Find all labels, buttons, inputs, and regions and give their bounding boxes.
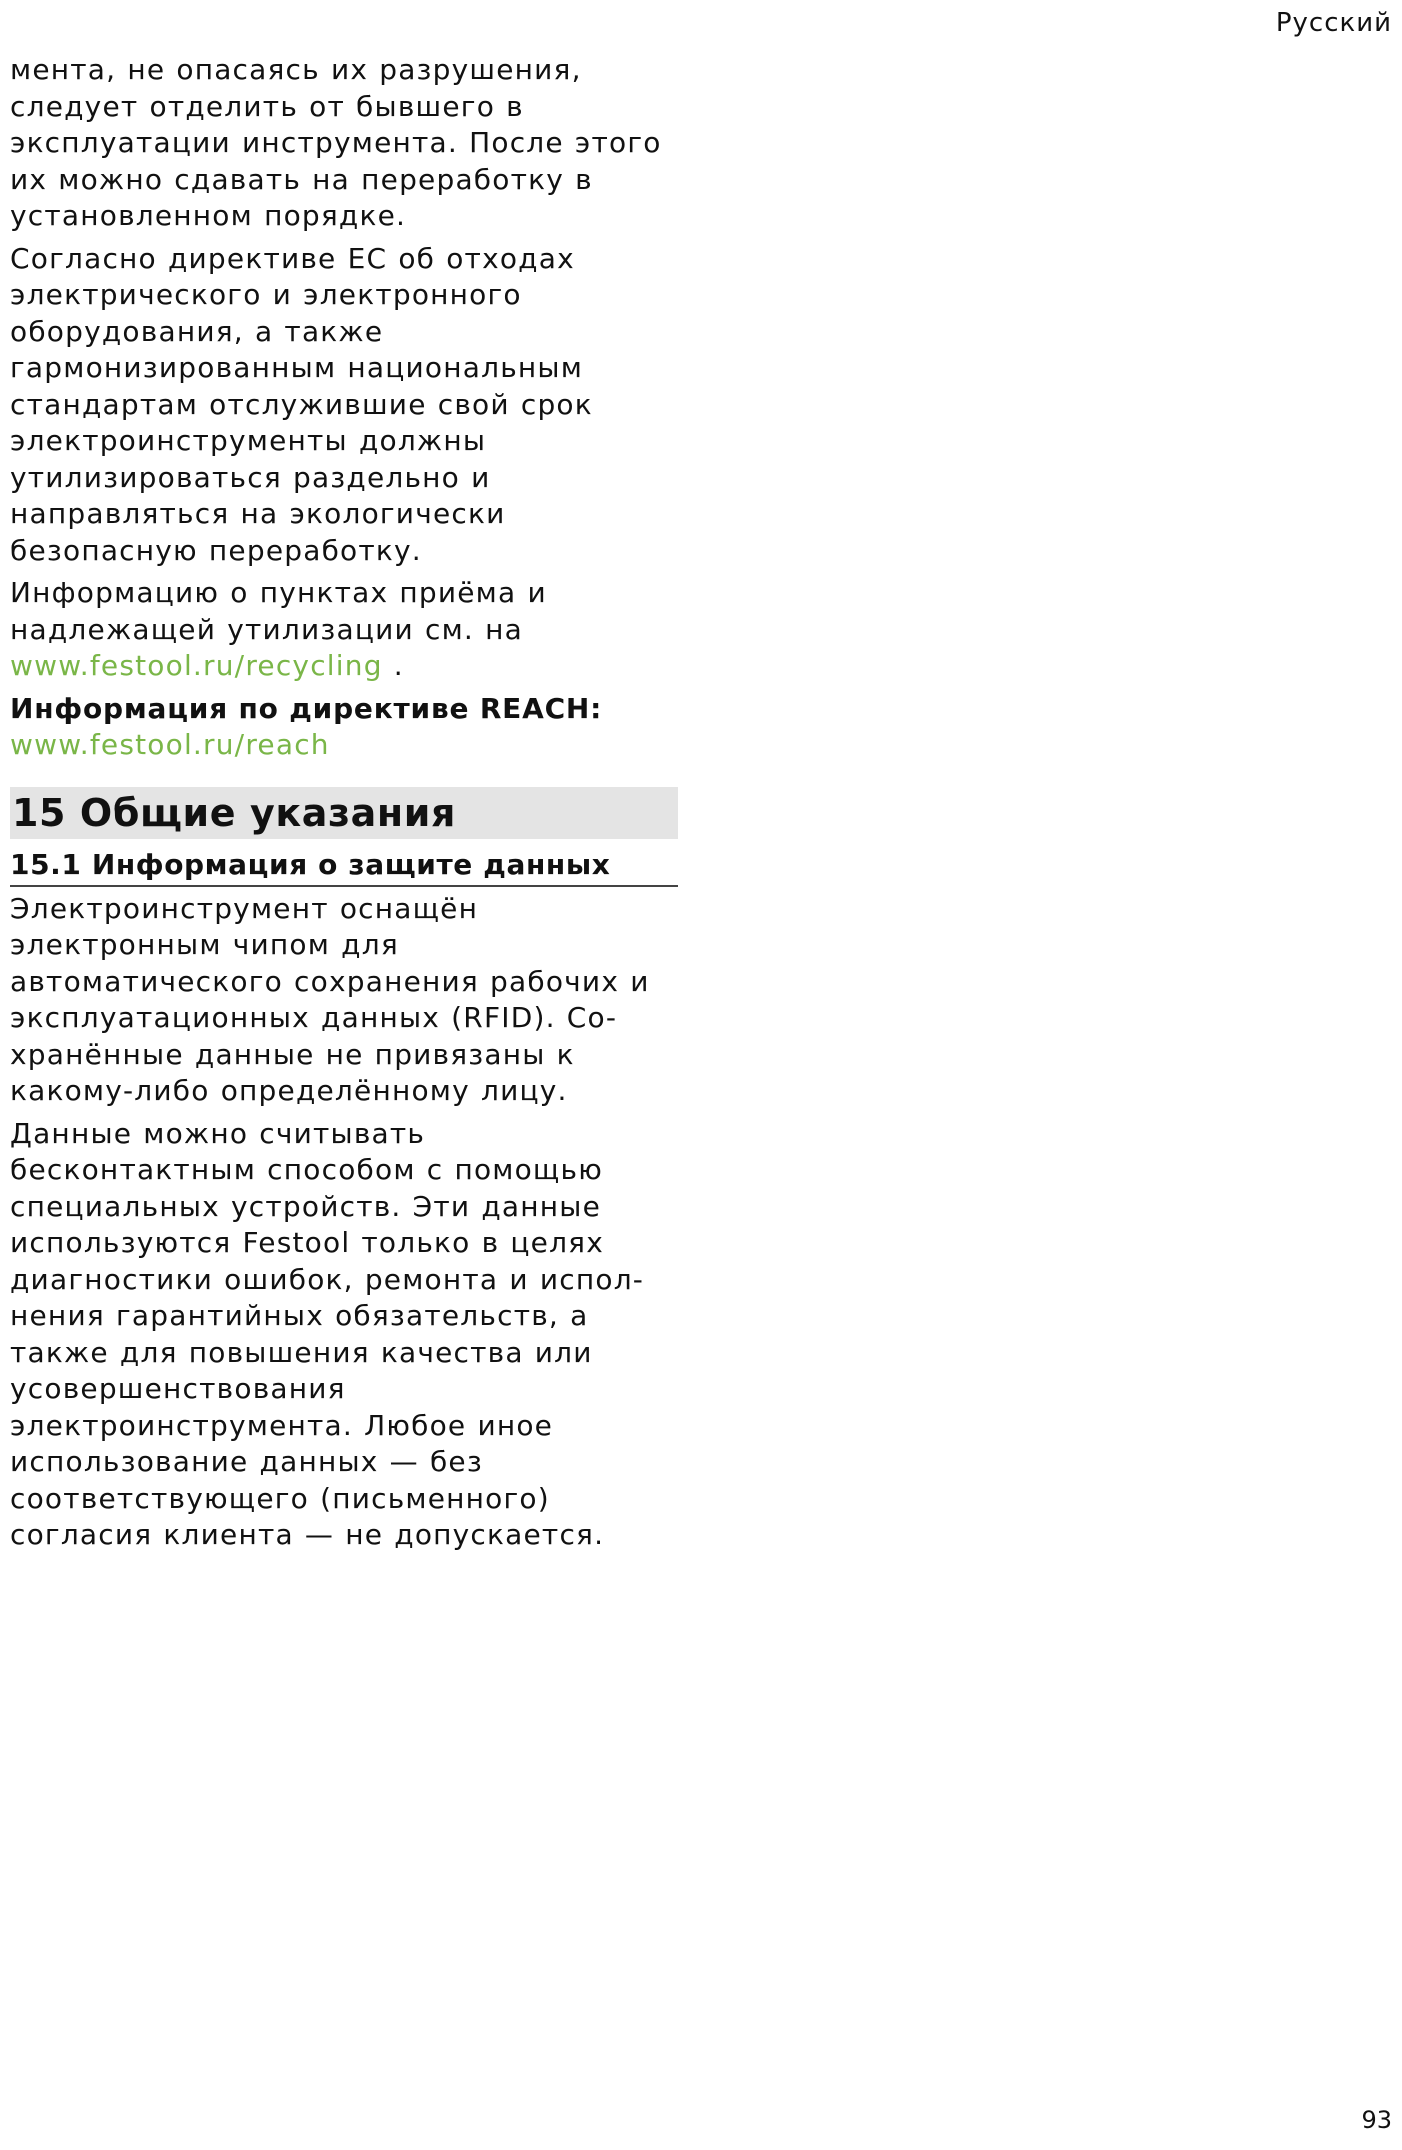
text-column [10, 52, 678, 1560]
subsection-heading: 15.1 Информация о защите данных [10, 845, 678, 887]
recycling-info-text: Информацию о пунктах приёма и надлежащей утилизации см. на [10, 576, 547, 646]
reach-heading: Информация по директиве REACH: [10, 691, 603, 725]
recycling-link[interactable]: www.festool.ru/recycling [10, 649, 383, 682]
page-number: 93 [1361, 2106, 1392, 2134]
reach-link[interactable]: www.festool.ru/reach [10, 727, 330, 761]
paragraph-recycling-info [10, 575, 678, 685]
recycling-info-end: . [382, 649, 404, 682]
paragraph-rfid: Электроинструмент оснащён электронным чипом для автоматического сохранения рабочих и эксплуатационных данных (RFID). Сохранённые данные не привязаны к какому-либо определённому лицу. [10, 891, 650, 1107]
section-heading: 15 Общие указания [10, 787, 678, 839]
paragraph-disposal-continued: мента, не опасаясь их разрушения, следует отделить от бывшего в эксплуатации инструмента. После этого их можно сдавать на переработку в установленном порядке. [10, 53, 662, 232]
paragraph-data-usage: Данные можно считывать бесконтактным способом с помощью специальных устройств. Эти данные используются Festool только в целях диагностики ошибок, ремонта и исполнения гарантийных обязательств, а также для повышения качества или усовершенствования электроинструмента. Любое иное использование данных — без соответствующего (письменного) согласия клиента — не допускается. [10, 1116, 643, 1551]
paragraph-weee-directive: Согласно директиве ЕС об отходах электрического и электронного оборудования, а также гармонизированным национальным стандартам отслужившие свой срок электроинструменты должны утилизироваться раздельно и направляться на экологически безопасную переработку. [10, 241, 593, 567]
language-label: Русский [1275, 8, 1392, 38]
